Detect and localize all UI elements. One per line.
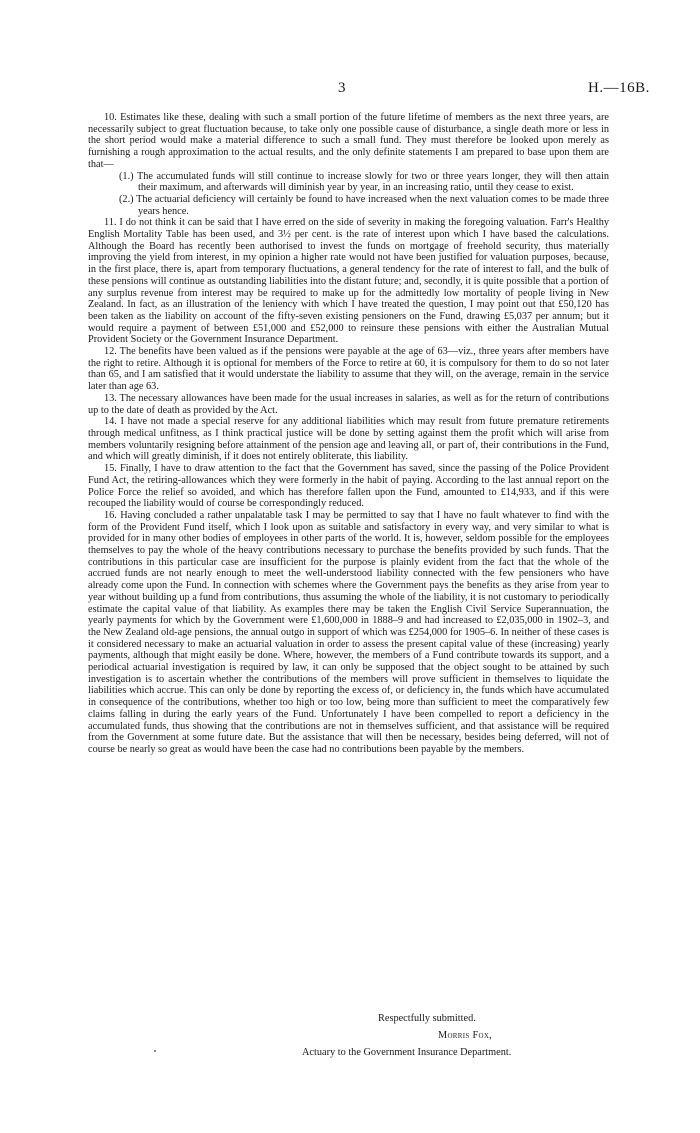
signatory-title: Actuary to the Government Insurance Department. (302, 1047, 512, 1058)
paragraph-10: 10. Estimates like these, dealing with such a small portion of the future lifetime of members as the next three years, are necessarily subject to great fluctuation because, to take only one possible cause of disturbance, a single death more or less in the short period would make a material difference to such a small fund. They must therefore be looked upon merely as furnishing a rough approximation to the actual results, and the only definite statements I am prepared to base upon them are that— (88, 112, 609, 170)
paragraph-14: 14. I have not made a special reserve for any additional liabilities which may result from future premature retirements through medical unfitness, as I think practical justice will be done by setting against them the profit which will arise from members voluntarily resigning before attainment of the pension age and leaving all, or part of, their contributions in the Fund, and which will greatly diminish, if it does not entirely obliterate, this liability. (88, 416, 609, 463)
paragraph-10-item-1: (1.) The accumulated funds will still continue to increase slowly for two or three years longer, they will then attain their maximum, and afterwards will diminish year by year, in an increasing ratio, until they cease to exist. (119, 170, 609, 194)
document-body (88, 112, 609, 756)
paragraph-10-item-2: (2.) The actuarial deficiency will certainly be found to have increased when the next valuation comes to be made three years hence. (119, 193, 609, 217)
paragraph-11: 11. I do not think it can be said that I have erred on the side of severity in making the foregoing valuation. Farr's Healthy English Mortality Table has been used, and 3½ per cent. is the rate of interest upon which I have based the calculations. Although the Board has recently been authorised to invest the funds on mortgage of freehold security, thus materially improving the yield from interest, in my opinion a higher rate would not have been justified for valuation purposes, because, in the first place, there is, apart from temporary fluctuations, a general tendency for the rate of interest to fall, and the bulk of these pensions will continue as outstanding liabilities into the distant future; and, secondly, it is quite possible that a portion of any surplus revenue from interest may be required to make up for the admittedly low mortality of people living in New Zealand. In fact, as an illustration of the leniency with which I have treated the question, I may point out that £50,120 has been taken as the liability on account of the fifty-seven existing pensioners on the Fund, drawing £5,037 per annum; but it would require a payment of between £51,000 and £52,000 to reinsure these pensions with either the Australian Mutual Provident Society or the Government Insurance Department. (88, 217, 609, 346)
print-speck (154, 1050, 156, 1052)
page-number: 3 (338, 80, 346, 96)
paragraph-12: 12. The benefits have been valued as if the pensions were payable at the age of 63—viz., three years after members have the right to retire. Although it is optional for members of the Force to retire at 60, it is compulsory for them to do so not later than 65, and I am satisfied that it would understate the liability to assume that they will, on the average, remain in the service later than age 63. (88, 346, 609, 393)
document-reference: H.—16B. (588, 80, 650, 96)
closing-line: Respectfully submitted. (378, 1013, 476, 1024)
signatory-name: Morris Fox, (438, 1030, 493, 1041)
paragraph-13: 13. The necessary allowances have been made for the usual increases in salaries, as well as for the return of contributions up to the date of death as provided by the Act. (88, 392, 609, 416)
paragraph-15: 15. Finally, I have to draw attention to the fact that the Government has saved, since the passing of the Police Provident Fund Act, the retiring-allowances which they were formerly in the habit of paying. According to the last annual report on the Police Force the relief so avoided, and which has therefore fallen upon the Fund, amounted to £14,933, and if this were recouped the liability would of course be correspondingly reduced. (88, 463, 609, 510)
paragraph-16: 16. Having concluded a rather unpalatable task I may be permitted to say that I have no fault whatever to find with the form of the Provident Fund itself, which I look upon as suitable and satisfactory in every way, and very similar to what is provided for in many other bodies of employees in other parts of the world. It is, however, seldom possible for the employees themselves to pay the whole of the heavy contributions necessary to purchase the benefits provided by such funds. That the contributions in this particular case are insufficient for the purpose is plainly evident from the fact that the whole of the accrued funds are not nearly enough to meet the well-understood liability connected with the few pensioners who have already come upon the Fund. In connection with schemes where the Government pays the benefits as they arise from year to year without building up a fund from contributions, thus assuming the whole of the liability, it is not customary to periodically estimate the capital value of that liability. As examples there may be taken the English Civil Service Superannuation, the yearly payments for which by the Government were £1,600,000 in 1888–9 and had increased to £2,035,000 in 1902–3, and the New Zealand old-age pensions, the annual outgo in support of which was £254,000 for 1905–6. In neither of these cases is it considered necessary to make an actuarial valuation in order to assess the present capital value of these (increasing) yearly payments, although that might easily be done. Where, however, the members of a Fund contribute towards its support, and a periodical actuarial investigation is required by law, it can only be supposed that the object sought to be attained by such investigation is to ascertain whether the contributions of the members will prove sufficient in themselves to liquidate the liabilities which accrue. This can only be done by reporting the excess of, or deficiency in, the funds which have accumulated in consequence of the contributions, whether too high or too low, being more than sufficient to meet the comparatively few claims falling in during the early years of the Fund. Unfortunately I have been compelled to report a deficiency in the accumulated funds, thus showing that the contributions are not in themselves sufficient, and that assistance will be required from the Government at some future date. But the assistance that will then be necessary, besides being deferred, will not of course be nearly so great as would have been the case had no contributions been payable by the members. (88, 509, 609, 755)
